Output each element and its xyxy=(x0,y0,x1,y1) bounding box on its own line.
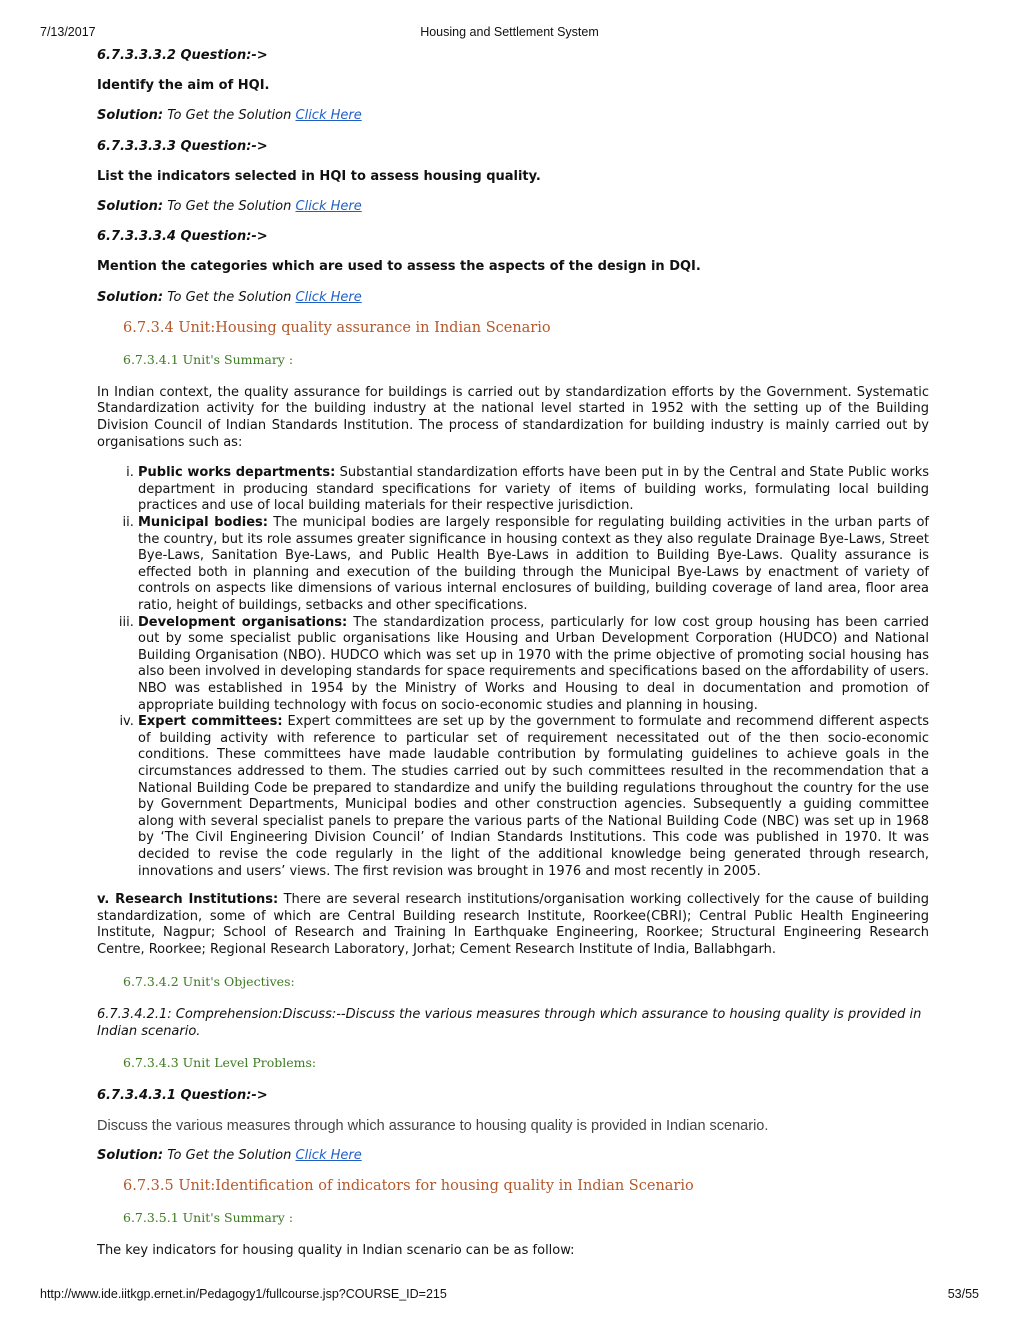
document-body xyxy=(97,48,929,1260)
unit-heading: 6.7.3.4 Unit:Housing quality assurance in Indian Scenario xyxy=(123,319,551,336)
header-date: 7/13/2017 xyxy=(40,25,96,39)
solution-line xyxy=(97,199,929,216)
list-item-title: Public works departments: xyxy=(138,465,336,481)
click-here-link[interactable]: Click Here xyxy=(295,289,362,305)
solution-text: To Get the Solution xyxy=(167,198,292,214)
solution-text: To Get the Solution xyxy=(167,1147,292,1163)
list-item-text: Substantial standardization efforts have been put in by the Central and State Public works department in producing standard specifications for variety of items of building works, formulating local building practices and use of local building materials for their respective jurisdiction. xyxy=(138,465,929,514)
objective-text: 6.7.3.4.2.1: Comprehension:Discuss:--Discuss the various measures through which assurance to housing quality is provided in Indian scenario. xyxy=(97,1007,922,1039)
research-paragraph xyxy=(97,892,929,958)
question-text: Mention the categories which are used to assess the aspects of the design in DQI. xyxy=(97,259,701,275)
solution-line xyxy=(97,1148,929,1165)
research-title: v. Research Institutions: xyxy=(97,892,279,908)
click-here-link[interactable]: Click Here xyxy=(295,108,362,124)
question-text: Discuss the various measures through which assurance to housing quality is provided in Indian scenario. xyxy=(97,1118,769,1135)
solution-line xyxy=(97,290,929,307)
list-item-text: The standardization process, particularly for low cost group housing has been carried out by some specialist public organisations like Housing and Urban Development Corporation (HUDCO) and National Building Organisation (NBO). HUDCO which was set up in 1970 with the prime objective of promoting social housing has also been involved in developing standards for space requirements and specifications based on the affordability of users. NBO was established in 1954 by the Ministry of Works and Housing to deal in documentation and promotion of appropriate building technology with focus on socio-economic studies and planning in housing. xyxy=(138,614,930,713)
list-item xyxy=(138,515,929,615)
footer-url: http://www.ide.iitkgp.ernet.in/Pedagogy1/fullcourse.jsp?COURSE_ID=215 xyxy=(40,1287,447,1301)
research-text: There are several research institutions/organisation working collectively for the cause of building standardization, some of which are Central Building research Institute, Roorkee(CBRI); Central Public Health Engineering Institute, Nagpur; School of Research and Training In Earthquake Engineering, Roorkee; Structural Engineering Research Centre, Roorkee; Regional Research Laboratory, Jorhat; Cement Research Institute of India, Ballabhgarh. xyxy=(97,892,929,957)
unit-summary-paragraph: The key indicators for housing quality in Indian scenario can be as follow: xyxy=(97,1243,575,1258)
question-text: List the indicators selected in HQI to assess housing quality. xyxy=(97,168,541,184)
page-footer xyxy=(40,1287,979,1303)
unit-summary-paragraph: In Indian context, the quality assurance for buildings is carried out by standardization efforts by the Government. Systematic Standardization activity for the building industry at the national level started in 1952 with the setting up of the Building Division Council of Indian Standards Institution. The process of standardization for building industry is mainly carried out by organisations such as: xyxy=(97,384,929,450)
list-item-title: Development organisations: xyxy=(138,614,348,630)
solution-line xyxy=(97,108,929,125)
solution-text: To Get the Solution xyxy=(167,108,292,124)
header-title: Housing and Settlement System xyxy=(420,25,599,39)
unit-summary-heading: 6.7.3.5.1 Unit's Summary : xyxy=(123,1210,294,1226)
list-item-text: Expert committees are set up by the government to formulate and recommend different aspects of building activity with reference to particular set of requirement necessitated out of the then socio-economic conditions. These committees have made laudable contribution by formulating guidelines to achieve goals in the circumstances addressed to them. The studies carried out by such committees resulted in the recommendation that a National Building Code be prepared to standardize and unify the building regulations throughout the country for the use by Government Departments, Municipal bodies and other construction agencies. Subsequently a guiding committee along with several specialist panels to prepare the various parts of the National Building Code (NBC) was set up in 1968 by ‘The Civil Engineering Division Council’ of Indian Standards Institutions. This code was published in 1970. It was decided to revise the code regularly in the light of the additional knowledge being generated through research, innovations and users’ views. The first revision was brought in 1976 and most recently in 2005. xyxy=(138,714,929,879)
list-item xyxy=(138,714,929,880)
unit-summary-heading: 6.7.3.4.1 Unit's Summary : xyxy=(123,352,294,368)
question-number: 6.7.3.3.3.2 Question:-> xyxy=(97,48,268,63)
unit-problems-heading: 6.7.3.4.3 Unit Level Problems: xyxy=(123,1055,317,1071)
click-here-link[interactable]: Click Here xyxy=(295,1147,362,1163)
question-number: 6.7.3.4.3.1 Question:-> xyxy=(97,1087,268,1103)
solution-label: Solution: xyxy=(97,289,164,305)
solution-label: Solution: xyxy=(97,1147,164,1163)
question-text: Identify the aim of HQI. xyxy=(97,78,270,94)
list-item xyxy=(138,615,929,715)
list-item-title: Expert committees: xyxy=(138,714,283,730)
list-item-title: Municipal bodies: xyxy=(138,515,268,531)
list-item-text: The municipal bodies are largely responsible for regulating building activities in the urban parts of the country, but its role assumes greater significance in housing context as they also regulate Drainage Bye-Laws, Street Bye-Laws, Sanitation Bye-Laws, and Public Health Bye-Laws in addition to Building Bye-Laws. Quality assurance is effected both in planning and execution of the building through the Municipal Bye-Laws by enactment of variety of controls on aspects like dimensions of various internal enclosures of building, building coverage of land area, floor area ratio, height of buildings, setbacks and other specifications. xyxy=(138,515,929,613)
click-here-link[interactable]: Click Here xyxy=(295,198,362,214)
unit-objectives-heading: 6.7.3.4.2 Unit's Objectives: xyxy=(123,974,295,990)
solution-text: To Get the Solution xyxy=(167,289,292,305)
organisations-list xyxy=(97,465,929,880)
list-item xyxy=(138,465,929,515)
page-header xyxy=(40,25,979,41)
unit-heading: 6.7.3.5 Unit:Identification of indicators for housing quality in Indian Scenario xyxy=(123,1177,694,1194)
solution-label: Solution: xyxy=(97,198,164,214)
solution-label: Solution: xyxy=(97,108,164,124)
question-number: 6.7.3.3.3.3 Question:-> xyxy=(97,138,268,154)
page-number: 53/55 xyxy=(947,1287,979,1301)
question-number: 6.7.3.3.3.4 Question:-> xyxy=(97,229,268,245)
